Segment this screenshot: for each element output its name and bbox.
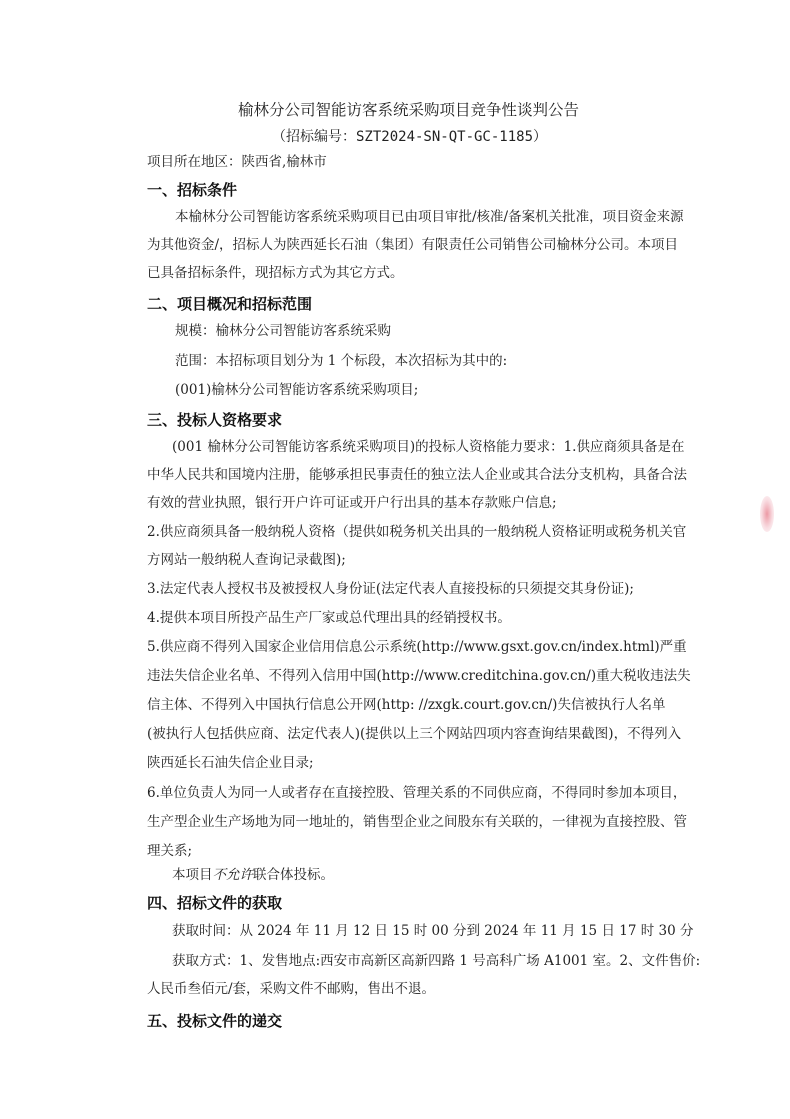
consortium-not-allowed: 不允许: [212, 867, 253, 883]
document-title: 榆林分公司智能访客系统采购项目竞争性谈判公告: [238, 101, 580, 119]
project-region: 项目所在地区：陕西省,榆林市: [147, 154, 327, 170]
project-lot: (001)榆林分公司智能访客系统采购项目;: [175, 382, 419, 398]
consortium-note: [172, 865, 334, 885]
seal-stamp-mark: [760, 496, 774, 532]
section-heading-3: 三、投标人资格要求: [147, 411, 283, 429]
paragraph-line: 已具备招标条件，现招标方式为其它方式。: [147, 265, 404, 281]
requirement-line: 3.法定代表人授权书及被授权人身份证(法定代表人直接投标的只须提交其身份证);: [147, 581, 634, 597]
acquisition-time: 获取时间：从 2024 年 11 月 12 日 15 时 00 分到 2024 年 11 月 15 日 17 时 30 分: [172, 923, 694, 939]
requirement-line: 违法失信企业名单、不得列入信用中国(http://www.creditchina.gov.cn/)重大税收违法失: [147, 668, 691, 684]
project-scale: 规模：榆林分公司智能访客系统采购: [175, 323, 391, 339]
section-heading-5: 五、投标文件的递交: [147, 1012, 283, 1030]
requirement-line: 6.单位负责人为同一人或者存在直接控股、管理关系的不同供应商，不得同时参加本项目，: [147, 785, 687, 801]
consortium-suffix: 联合体投标。: [253, 867, 334, 883]
project-scope: 范围：本招标项目划分为 1 个标段，本次招标为其中的:: [175, 353, 508, 369]
paragraph-line: 本榆林分公司智能访客系统采购项目已由项目审批/核准/备案机关批准，项目资金来源: [175, 209, 684, 225]
section-heading-1: 一、招标条件: [147, 181, 238, 199]
requirement-line: (被执行人包括供应商、法定代表人)(提供以上三个网站四项内容查询结果截图)，不得列入: [147, 726, 682, 742]
paragraph-line: 为其他资金/，招标人为陕西延长石油（集团）有限责任公司销售公司榆林分公司。本项目: [147, 237, 679, 253]
tender-number: （招标编号：SZT2024-SN-QT-GC-1185）: [272, 129, 548, 145]
requirement-line: 陕西延长石油失信企业目录;: [147, 755, 314, 771]
requirement-line: 2.供应商须具备一般纳税人资格（提供如税务机关出具的一般纳税人资格证明或税务机关官: [147, 524, 687, 540]
section-heading-4: 四、招标文件的获取: [147, 894, 283, 912]
acquisition-method: 人民币叁佰元/套，采购文件不邮购，售出不退。: [147, 981, 436, 997]
requirement-line: 4.提供本项目所投产品生产厂家或总代理出具的经销授权书。: [147, 610, 511, 626]
requirement-line: 生产型企业生产场地为同一地址的，销售型企业之间股东有关联的，一律视为直接控股、管: [147, 814, 687, 830]
section-heading-2: 二、项目概况和招标范围: [147, 295, 313, 313]
requirement-line: (001 榆林分公司智能访客系统采购项目)的投标人资格能力要求：1.供应商须具备是在: [172, 439, 685, 455]
requirement-line: 方网站一般纳税人查询记录截图);: [147, 552, 346, 568]
requirement-line: 5.供应商不得列入国家企业信用信息公示系统(http://www.gsxt.gov.cn/index.html)严重: [147, 639, 687, 655]
requirement-line: 理关系;: [147, 843, 193, 859]
acquisition-method: 获取方式：1、发售地点:西安市高新区高新四路 1 号高科广场 A1001 室。2、文件售价:: [172, 953, 701, 969]
consortium-prefix: 本项目: [172, 867, 213, 883]
requirement-line: 有效的营业执照，银行开户许可证或开户行出具的基本存款账户信息;: [147, 495, 557, 511]
requirement-line: 中华人民共和国境内注册，能够承担民事责任的独立法人企业或其合法分支机构，具备合法: [147, 467, 687, 483]
requirement-line: 信主体、不得列入中国执行信息公开网(http: //zxgk.court.gov.cn/)失信被执行人名单: [147, 697, 666, 713]
